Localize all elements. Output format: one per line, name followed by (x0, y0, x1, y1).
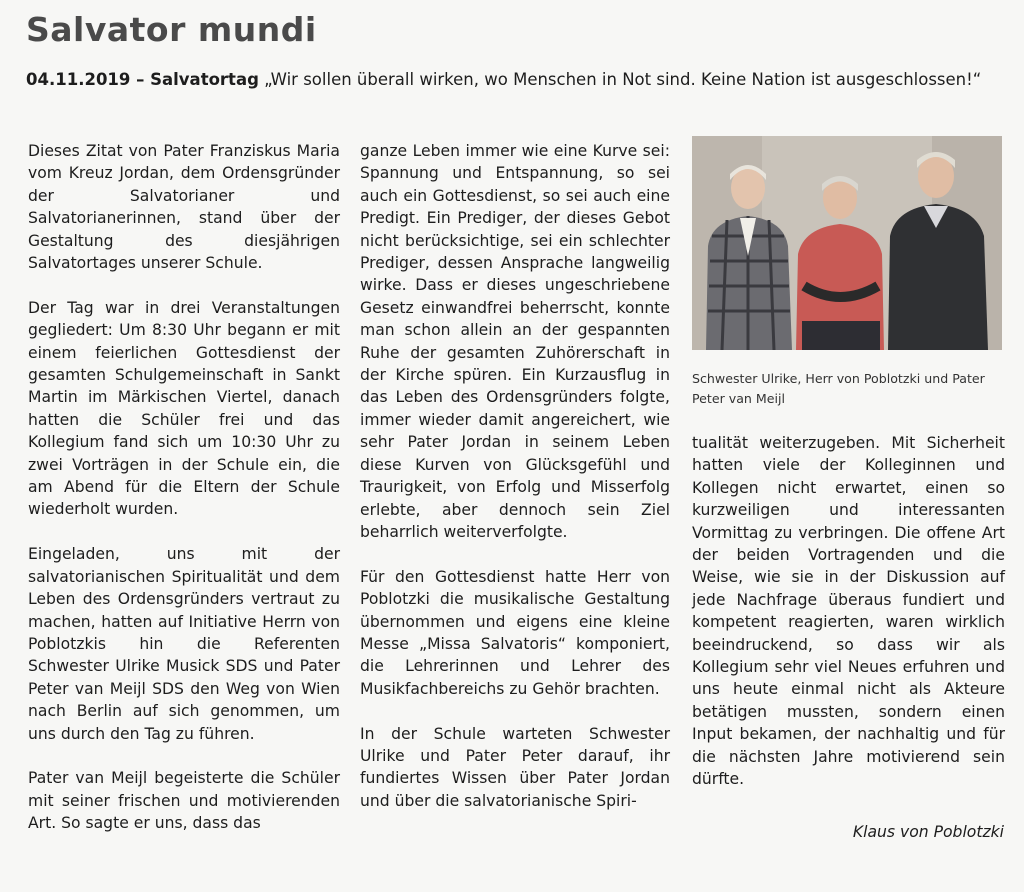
text-column-1 (28, 140, 340, 857)
photo-caption: Schwester Ulrike, Herr von Poblotzki und Pater Peter van Meijl (692, 371, 985, 406)
article-author: Klaus von Poblotzki (852, 823, 1004, 841)
text-column-3 (692, 432, 1005, 813)
article-subtitle (26, 70, 1016, 89)
paragraph: In der Schule warteten Schwester Ulrike und Pater Peter darauf, ihr fundiertes Wissen über Pater Jordan und über die salvatorianische Spiri- (360, 724, 670, 810)
paragraph: Eingeladen, uns mit der salvatorianischen Spiritualität und dem Leben des Ordensgründers vertraut zu machen, hatten auf Initiative Herrn von Poblotzkis hin die Referenten Schwester Ulrike Musick SDS und Pater Peter van Meijl SDS den Weg von Wien nach Berlin auf sich genommen, um uns durch den Tag zu führen. (28, 545, 340, 743)
article-event: – Salvatortag (130, 70, 259, 89)
article-date: 04.11.2019 (26, 70, 131, 89)
paragraph: tualität weiterzugeben. Mit Sicherheit hatten viele der Kolleginnen und Kollegen nicht erwartet, einen so kurzweiligen und interessanten Vormittag zu verbringen. Die offene Art der beiden Vortragenden und die Weise, wie sie in der Diskussion auf jede Nachfrage überaus fundiert und kompetent reagierten, waren wirklich beeindruckend, so dass wir als Kollegium sehr viel Neues erfuhren und uns heute einmal nicht als Akteure betätigen mussten, sondern einen Input bekamen, der nachhaltig und für die nächsten Jahre motivierend sein dürfte. (692, 434, 1005, 789)
paragraph: ganze Leben immer wie eine Kurve sei: Spannung und Entspannung, so sei auch ein Gottesdienst, so sei auch eine Predigt. Ein Prediger, der dieses Gebot nicht berücksichtige, sei ein schlechter Prediger, dessen Ansprache langweilig wirke. Dass er dieses ungeschriebene Gesetz einwandfrei beherrscht, konnte man schon allein an der gespannten Ruhe der gesamten Zuhörerschaft in der Kirche spüren. Ein Kurzausflug in das Leben des Ordensgründers folgte, immer wieder damit angereichert, wie sehr Pater Jordan in seinem Leben diese Kurven von Glücksgefühl und Traurigkeit, von Erfolg und Misserfolg erlebte, aber dennoch sein Ziel beharrlich weiterverfolgte. (360, 142, 670, 541)
article-photo (692, 136, 1002, 350)
paragraph: Für den Gottesdienst hatte Herr von Poblotzki die musikalische Gestaltung übernommen und eigens eine kleine Messe „Missa Salvatoris“ komponiert, die Lehrerinnen und Lehrer des Musikfachbereichs zu Gehör brachten. (360, 567, 670, 698)
article-title: Salvator mundi (26, 10, 317, 49)
photo-illustration (692, 136, 1002, 350)
text-column-2 (360, 140, 670, 835)
article-quote: „Wir sollen überall wirken, wo Menschen in Not sind. Keine Nation ist ausgeschlossen!“ (264, 70, 982, 89)
paragraph: Pater van Meijl begeisterte die Schüler mit seiner frischen und motivierenden Art. So sagte er uns, dass das (28, 769, 340, 833)
paragraph: Der Tag war in drei Veranstaltungen gegliedert: Um 8:30 Uhr begann er mit einem feierlichen Gottesdienst der gesamten Schulgemeinschaft in Sankt Martin im Märkischen Viertel, danach hatten die Schüler frei und das Kollegium fand sich um 10:30 Uhr zu zwei Vorträgen in der Schule ein, die am Abend für die Eltern der Schule wiederholt wurden. (28, 298, 340, 519)
paragraph: Dieses Zitat von Pater Franziskus Maria vom Kreuz Jordan, dem Ordensgründer der Salvatorianer und Salvatorianerinnen, stand über der Gestaltung des diesjährigen Salvatortages unserer Schule. (28, 142, 340, 273)
